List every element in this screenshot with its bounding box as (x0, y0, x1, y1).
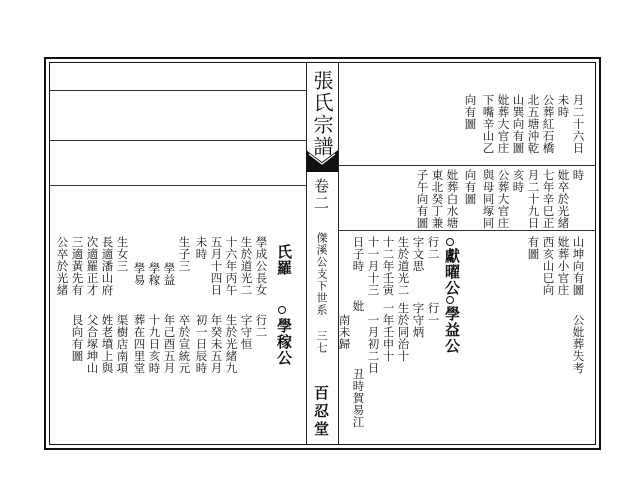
text-column: 有圖 (526, 236, 541, 260)
text-column: 艮向有圖 (70, 314, 85, 362)
volume-label: 卷二 (312, 178, 330, 212)
text-column: 年癸未五月 (209, 314, 224, 374)
text-column: 學稼 (147, 262, 162, 286)
text-column: 十二年壬寅 (381, 236, 396, 296)
page-number: 三七 (315, 330, 328, 354)
text-column: 生子三 (177, 236, 192, 272)
text-column: 長適潘山府 (100, 236, 115, 296)
text-column: 字文思 (411, 236, 426, 272)
text-column: 月二十九日 (526, 169, 541, 229)
text-column: 一月初二日 (366, 314, 381, 374)
text-column: 五月十四日 (209, 236, 224, 296)
text-column: 亥時 (511, 169, 526, 193)
person-name: 學益公 (443, 306, 461, 354)
text-column: 年己酉五月 (162, 314, 177, 374)
text-column: 學成公長女 (254, 236, 269, 296)
person-name: 獻曜公 (443, 248, 461, 296)
text-column: 行一 (426, 302, 441, 326)
text-column: 生於光緒九 (224, 314, 239, 374)
text-column: 下嘴辛山乙 (481, 94, 496, 154)
text-column: 字守恒 (239, 314, 254, 350)
person-name: 氏羅 (275, 244, 293, 276)
grid-line (50, 185, 306, 186)
text-column: 妣 (351, 300, 366, 312)
center-band-right-border (338, 63, 339, 445)
text-column: 子午向有圖 (415, 169, 430, 229)
section-label: 傑溪公支下世系 (315, 232, 328, 316)
center-band-left-border (306, 63, 307, 445)
text-column: 三適黃先有 (70, 236, 85, 296)
text-column: 月二十六日 (571, 94, 586, 154)
text-column: 學易 (132, 262, 147, 286)
text-column: 生於同治十 (396, 302, 411, 362)
text-column: 未時 (556, 94, 571, 118)
text-column: 生女三 (115, 236, 130, 272)
text-column: 父合塚坤山 (85, 314, 100, 374)
generation-circle (278, 306, 286, 314)
text-column: 行二 (254, 314, 269, 338)
person-name: 學稼公 (275, 318, 293, 366)
text-column: 一年壬申十 (381, 302, 396, 362)
text-column: 七年辛巳正 (541, 169, 556, 229)
text-column: 妣葬大官庄 (496, 94, 511, 154)
generation-circle (446, 238, 454, 246)
generation-circle (446, 296, 454, 304)
text-column: 西亥山巳向 (541, 236, 556, 296)
text-column: 時 (571, 169, 586, 181)
text-column: 向有圖 (463, 169, 478, 205)
text-column: 葬在四里堂 (132, 314, 147, 374)
text-column: 生於道光二 (239, 236, 254, 296)
text-column: 山巽向有圖 (511, 94, 526, 154)
text-column: 生於道光二 (396, 236, 411, 296)
grid-line (50, 90, 306, 91)
text-column: 未時 (194, 236, 209, 260)
book-title: 張氏宗譜 (310, 70, 334, 158)
grid-line (338, 165, 595, 166)
text-column: 十一月十三 (366, 236, 381, 296)
text-column: 北五塘沖乾 (526, 94, 541, 154)
text-column: 卒於宣統元 (177, 314, 192, 374)
text-column: 公卒於光緒 (55, 236, 70, 296)
text-column: 姓老墳上與 (100, 314, 115, 374)
text-column: 日子時 (351, 236, 366, 272)
text-column: 丑時賀易江 (351, 368, 366, 428)
text-column: 十六年丙午 (224, 236, 239, 296)
text-column: 向有圖 (463, 94, 478, 130)
text-column: 公妣葬失考 (571, 314, 586, 374)
text-column: 公葬紅石橋 (541, 94, 556, 154)
text-column: 十九日亥時 (147, 314, 162, 374)
text-column: 次適羅正才 (85, 236, 100, 296)
text-column: 行二 (426, 236, 441, 260)
hall-name: 百忍堂 (312, 385, 330, 439)
text-column: 與母同塚同 (481, 169, 496, 229)
text-column: 公葬大官庄 (496, 169, 511, 229)
text-column: 妣卒於光緒 (556, 169, 571, 229)
text-column: 初一日辰時 (194, 314, 209, 374)
text-column: 妣葬小官庄 (556, 236, 571, 296)
text-column: 山坤向有圖 (571, 236, 586, 296)
text-column: 字守炳 (411, 302, 426, 338)
grid-line (338, 230, 595, 231)
text-column: 南未歸 (337, 314, 352, 350)
text-column: 渠樹店南項 (115, 314, 130, 374)
text-column: 學益 (162, 262, 177, 286)
text-column: 妣葬白水塘 (445, 169, 460, 229)
grid-line (50, 140, 306, 141)
text-column: 東北癸丁兼 (430, 169, 445, 229)
